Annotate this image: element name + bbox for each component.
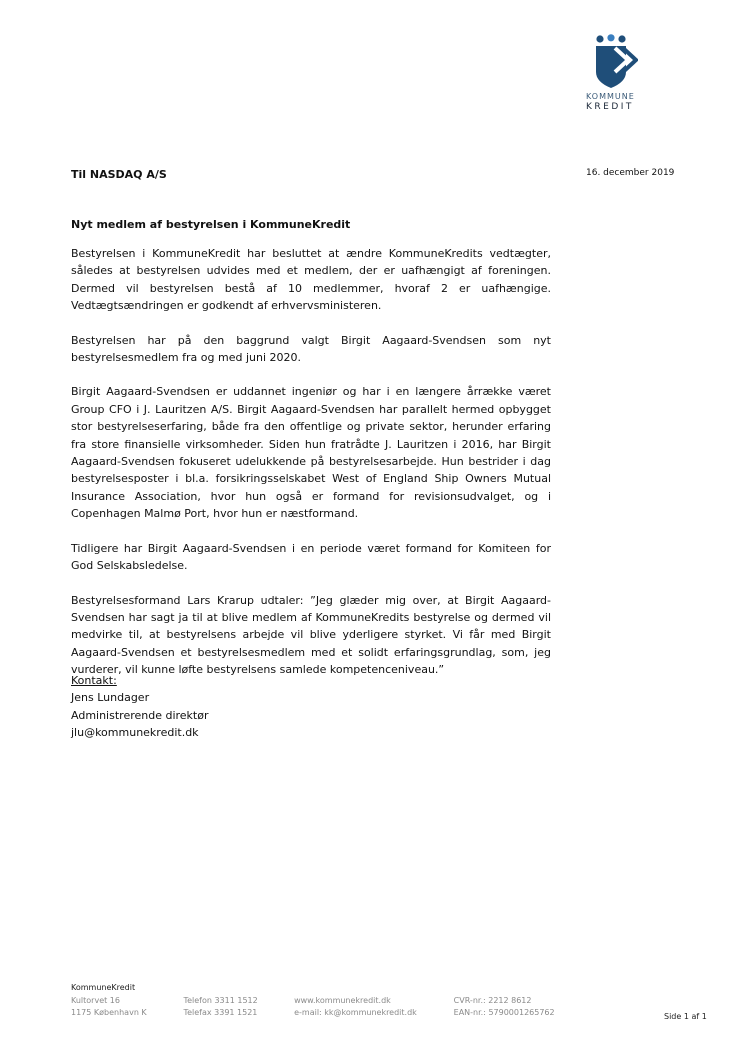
paragraph: Bestyrelsen i KommuneKredit har besluttet at ændre KommuneKredits vedtægter, således at bestyrelsen udvides med et medlem, der er uafhængigt af foreningen. Dermed vil bestyrelsen bestå af 10 medlemmer, hvoraf 2 er uafhængige. Vedtægtsændringen er godkendt af erhvervsministeren. bbox=[71, 247, 551, 313]
footer-web-link[interactable]: www.kommunekredit.dk bbox=[294, 995, 391, 1005]
page-footer bbox=[71, 982, 564, 1020]
letter-date: 16. december 2019 bbox=[586, 168, 675, 178]
letter-body bbox=[71, 245, 551, 679]
footer-phone: Telefon 3311 1512 bbox=[183, 995, 258, 1005]
logo-word-kredit: KREDIT bbox=[586, 102, 634, 112]
footer-address-street: Kultorvet 16 bbox=[71, 995, 120, 1005]
footer-cvr: CVR-nr.: 2212 8612 bbox=[453, 995, 532, 1005]
kommunekredit-logo bbox=[586, 34, 646, 116]
paragraph: Birgit Aagaard-Svendsen er uddannet ingeniør og har i en længere årrække været Group CFO i J. Lauritzen A/S. Birgit Aagaard-Svendsen har parallelt hermed opbygget stor bestyrelseserfaring, både fra den offentlige og private sektor, herunder erfaring fra store finansielle virksomheder. Siden hun fratrådte J. Lauritzen i 2016, har Birgit Aagaard-Svendsen fokuseret udelukkende på bestyrelsesarbejde. Hun bestrider i dag bestyrelsesposter i bl.a. forsikringsselskabet West of England Ship Owners Mutual Insurance Association, hvor hun også er formand for revisionsudvalget, og i Copenhagen Malmø Port, hvor hun er næstformand. bbox=[71, 385, 551, 521]
letter-subject: Nyt medlem af bestyrelsen i KommuneKredit bbox=[71, 218, 351, 231]
logo-word-kommune: KOMMUNE bbox=[586, 92, 635, 101]
contact-name: Jens Lundager bbox=[71, 691, 150, 705]
footer-fax: Telefax 3391 1521 bbox=[183, 1008, 258, 1017]
footer-address-city: 1175 København K bbox=[71, 1008, 147, 1017]
footer-ean: EAN-nr.: 5790001265762 bbox=[453, 1008, 555, 1017]
footer-email-link[interactable]: e-mail: kk@kommunekredit.dk bbox=[294, 1008, 417, 1017]
contact-label: Kontakt: bbox=[71, 674, 117, 687]
shield-icon bbox=[594, 34, 638, 90]
contact-email-link[interactable]: jlu@kommunekredit.dk bbox=[71, 726, 199, 740]
footer-company: KommuneKredit bbox=[71, 983, 136, 992]
page-number: Side 1 af 1 bbox=[664, 1012, 707, 1021]
paragraph: Bestyrelsesformand Lars Krarup udtaler: ”Jeg glæder mig over, at Birgit Aagaard-Svendsen har sagt ja til at blive medlem af KommuneKredits bestyrelse og dermed vil medvirke til, at bestyrelsens arbejde vil blive yderligere styrket. Vi får med Birgit Aagaard-Svendsen et bestyrelsesmedlem med et solidt erfaringsgrundlag, som, jeg vurderer, vil kunne løfte bestyrelsens samlede kompetenceniveau.” bbox=[71, 593, 551, 677]
recipient: Til NASDAQ A/S bbox=[71, 168, 167, 181]
paragraph: Tidligere har Birgit Aagaard-Svendsen i en periode været formand for Komiteen for God Selskabsledelse. bbox=[71, 541, 551, 573]
paragraph: Bestyrelsen har på den baggrund valgt Birgit Aagaard-Svendsen som nyt bestyrelsesmedlem fra og med juni 2020. bbox=[71, 333, 551, 365]
contact-title: Administrerende direktør bbox=[71, 708, 209, 722]
contact-block bbox=[71, 672, 209, 742]
